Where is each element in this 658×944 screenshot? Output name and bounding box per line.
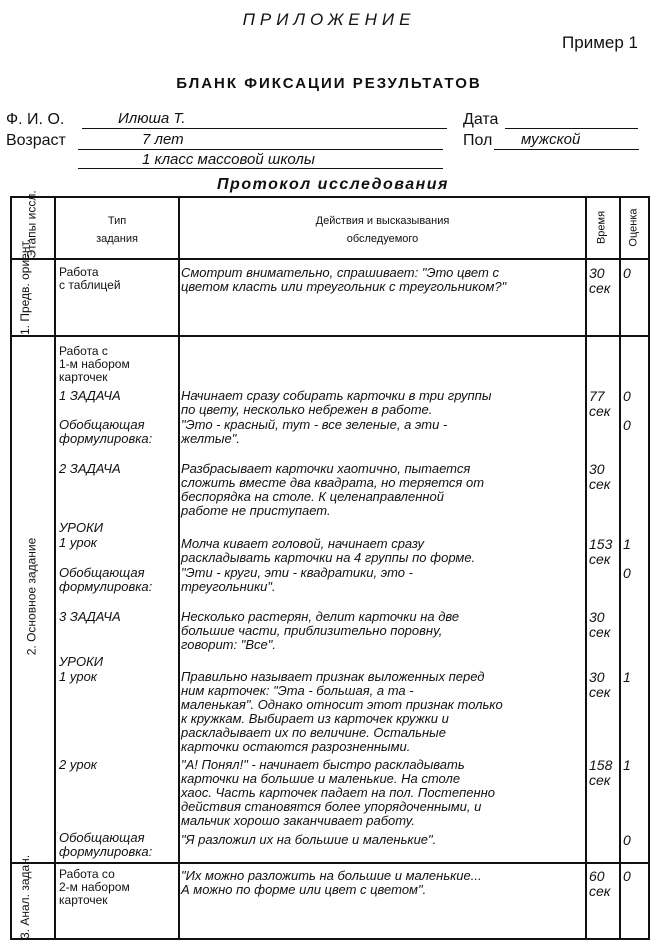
table-col-divider — [54, 196, 56, 940]
table-top-border — [10, 196, 650, 198]
time-cell: 30 сек — [589, 609, 611, 640]
task-type-cell: Работа с таблицей — [59, 265, 121, 292]
score-cell: 0 — [623, 417, 631, 433]
task-type-cell: Работа с 1-м набором карточек — [59, 344, 130, 384]
table-row-divider — [10, 335, 650, 337]
score-cell: 0 — [623, 565, 631, 581]
score-cell: 0 — [623, 868, 631, 884]
task-type-cell: УРОКИ — [59, 654, 104, 669]
actions-cell: Правильно называет признак выложенных перед ним карточек: "Эта - большая, а та - маленькая". Однако относит этот признак только к кружкам. Выбирает из карточек кружки и раскладывает их по величине. Остальные карточки остаются разрозненными. — [181, 669, 503, 754]
actions-cell: Разбрасывает карточки хаотично, пытается сложить вместе два квадрата, но теряется от беспорядка на столе. К целенаправленной работе не приступает. — [181, 461, 485, 518]
name-underline — [82, 128, 447, 129]
time-cell: 30 сек — [589, 461, 611, 492]
score-cell: 0 — [623, 832, 631, 848]
actions-cell: Смотрит внимательно, спрашивает: "Это цвет с цветом класть или треугольник с треугольником?" — [181, 265, 507, 294]
header-actions-line1: Действия и высказывания — [315, 215, 450, 227]
actions-cell: Начинает сразу собирать карточки в три группы по цвету, несколько небрежен в работе. — [181, 388, 492, 417]
school-value: 1 класс массовой школы — [142, 151, 315, 168]
task-type-cell: Обобщающая формулировка: — [59, 417, 153, 446]
actions-cell: "Их можно разложить на большие и маленькие... А можно по форме или цвет с цветом". — [181, 868, 482, 897]
stage-label-2: 2. Основное задание — [24, 537, 39, 656]
age-label: Возраст — [6, 132, 66, 149]
time-cell: 77 сек — [589, 388, 611, 419]
header-score: Оценка — [627, 208, 640, 247]
protocol-table — [10, 190, 650, 940]
header-task-type-line1: Тип — [107, 215, 127, 227]
example-label: Пример 1 — [562, 33, 638, 52]
age-value: 7 лет — [142, 131, 184, 148]
score-cell: 1 — [623, 757, 631, 773]
task-type-cell: Работа со 2-м набором карточек — [59, 867, 130, 907]
score-cell: 0 — [623, 265, 631, 281]
task-type-cell: Обобщающая формулировка: — [59, 830, 153, 859]
task-type-cell: 2 ЗАДАЧА — [59, 461, 121, 476]
table-bottom-border — [10, 938, 650, 940]
table-header-divider — [10, 258, 650, 260]
time-cell: 158 сек — [589, 757, 613, 788]
time-cell: 30 сек — [589, 265, 611, 296]
actions-cell: Несколько растерян, делит карточки на две большие части, приблизительно поровну, говорит: "Все". — [181, 609, 460, 652]
actions-cell: "А! Понял!" - начинает быстро раскладывать карточки на большие и маленькие. На столе хаос. Часть карточек падает на пол. Постепенно действия становятся более упорядоченными, и мальчик хорошо заканчивает работу. — [181, 757, 496, 828]
sex-value: мужской — [521, 131, 581, 148]
sex-underline — [494, 149, 639, 150]
task-type-cell: 3 ЗАДАЧА — [59, 609, 121, 624]
header-actions — [180, 212, 585, 248]
name-value: Илюша Т. — [118, 110, 186, 127]
time-cell: 153 сек — [589, 536, 613, 567]
header-task-type — [56, 212, 178, 248]
actions-cell: "Это - красный, тут - все зеленые, а эти - желтые". — [181, 417, 448, 446]
time-cell: 60 сек — [589, 868, 611, 899]
actions-cell: "Эти - круги, эти - квадратики, это - треугольники". — [181, 565, 413, 594]
task-type-cell: 2 урок — [59, 757, 97, 772]
stage-label-1: 1. Предв. ориент. — [18, 239, 32, 335]
date-label: Дата — [463, 111, 499, 128]
table-col-divider — [178, 196, 180, 940]
school-underline — [78, 168, 443, 169]
sex-label: Пол — [463, 132, 493, 149]
header-actions-line2: обследуемого — [346, 233, 419, 245]
score-cell: 0 — [623, 388, 631, 404]
header-time: Время — [595, 210, 608, 245]
time-cell: 30 сек — [589, 669, 611, 700]
table-left-border — [10, 196, 12, 940]
task-type-cell: 1 ЗАДАЧА — [59, 388, 121, 403]
table-row-divider — [10, 862, 650, 864]
actions-cell: "Я разложил их на большие и маленькие". — [181, 832, 437, 847]
header-task-type-line2: задания — [96, 233, 138, 245]
form-title: БЛАНК ФИКСАЦИИ РЕЗУЛЬТАТОВ — [176, 75, 482, 92]
age-underline — [78, 149, 443, 150]
stage-label-3: 3. Анал. задан. — [18, 854, 32, 939]
table-col-divider — [619, 196, 621, 940]
task-type-cell: Обобщающая формулировка: — [59, 565, 153, 594]
score-cell: 1 — [623, 536, 631, 552]
appendix-heading: ПРИЛОЖЕНИЕ — [242, 10, 416, 29]
score-cell: 1 — [623, 669, 631, 685]
task-type-cell: УРОКИ — [59, 520, 104, 535]
task-type-cell: 1 урок — [59, 535, 97, 550]
header-stages: Этапы иссл. — [24, 190, 39, 259]
protocol-title: Протокол исследования — [217, 176, 449, 193]
date-underline — [505, 128, 638, 129]
actions-cell: Молча кивает головой, начинает сразу раскладывать карточки на 4 группы по форме. — [181, 536, 476, 565]
name-label: Ф. И. О. — [6, 111, 65, 128]
task-type-cell: 1 урок — [59, 669, 97, 684]
